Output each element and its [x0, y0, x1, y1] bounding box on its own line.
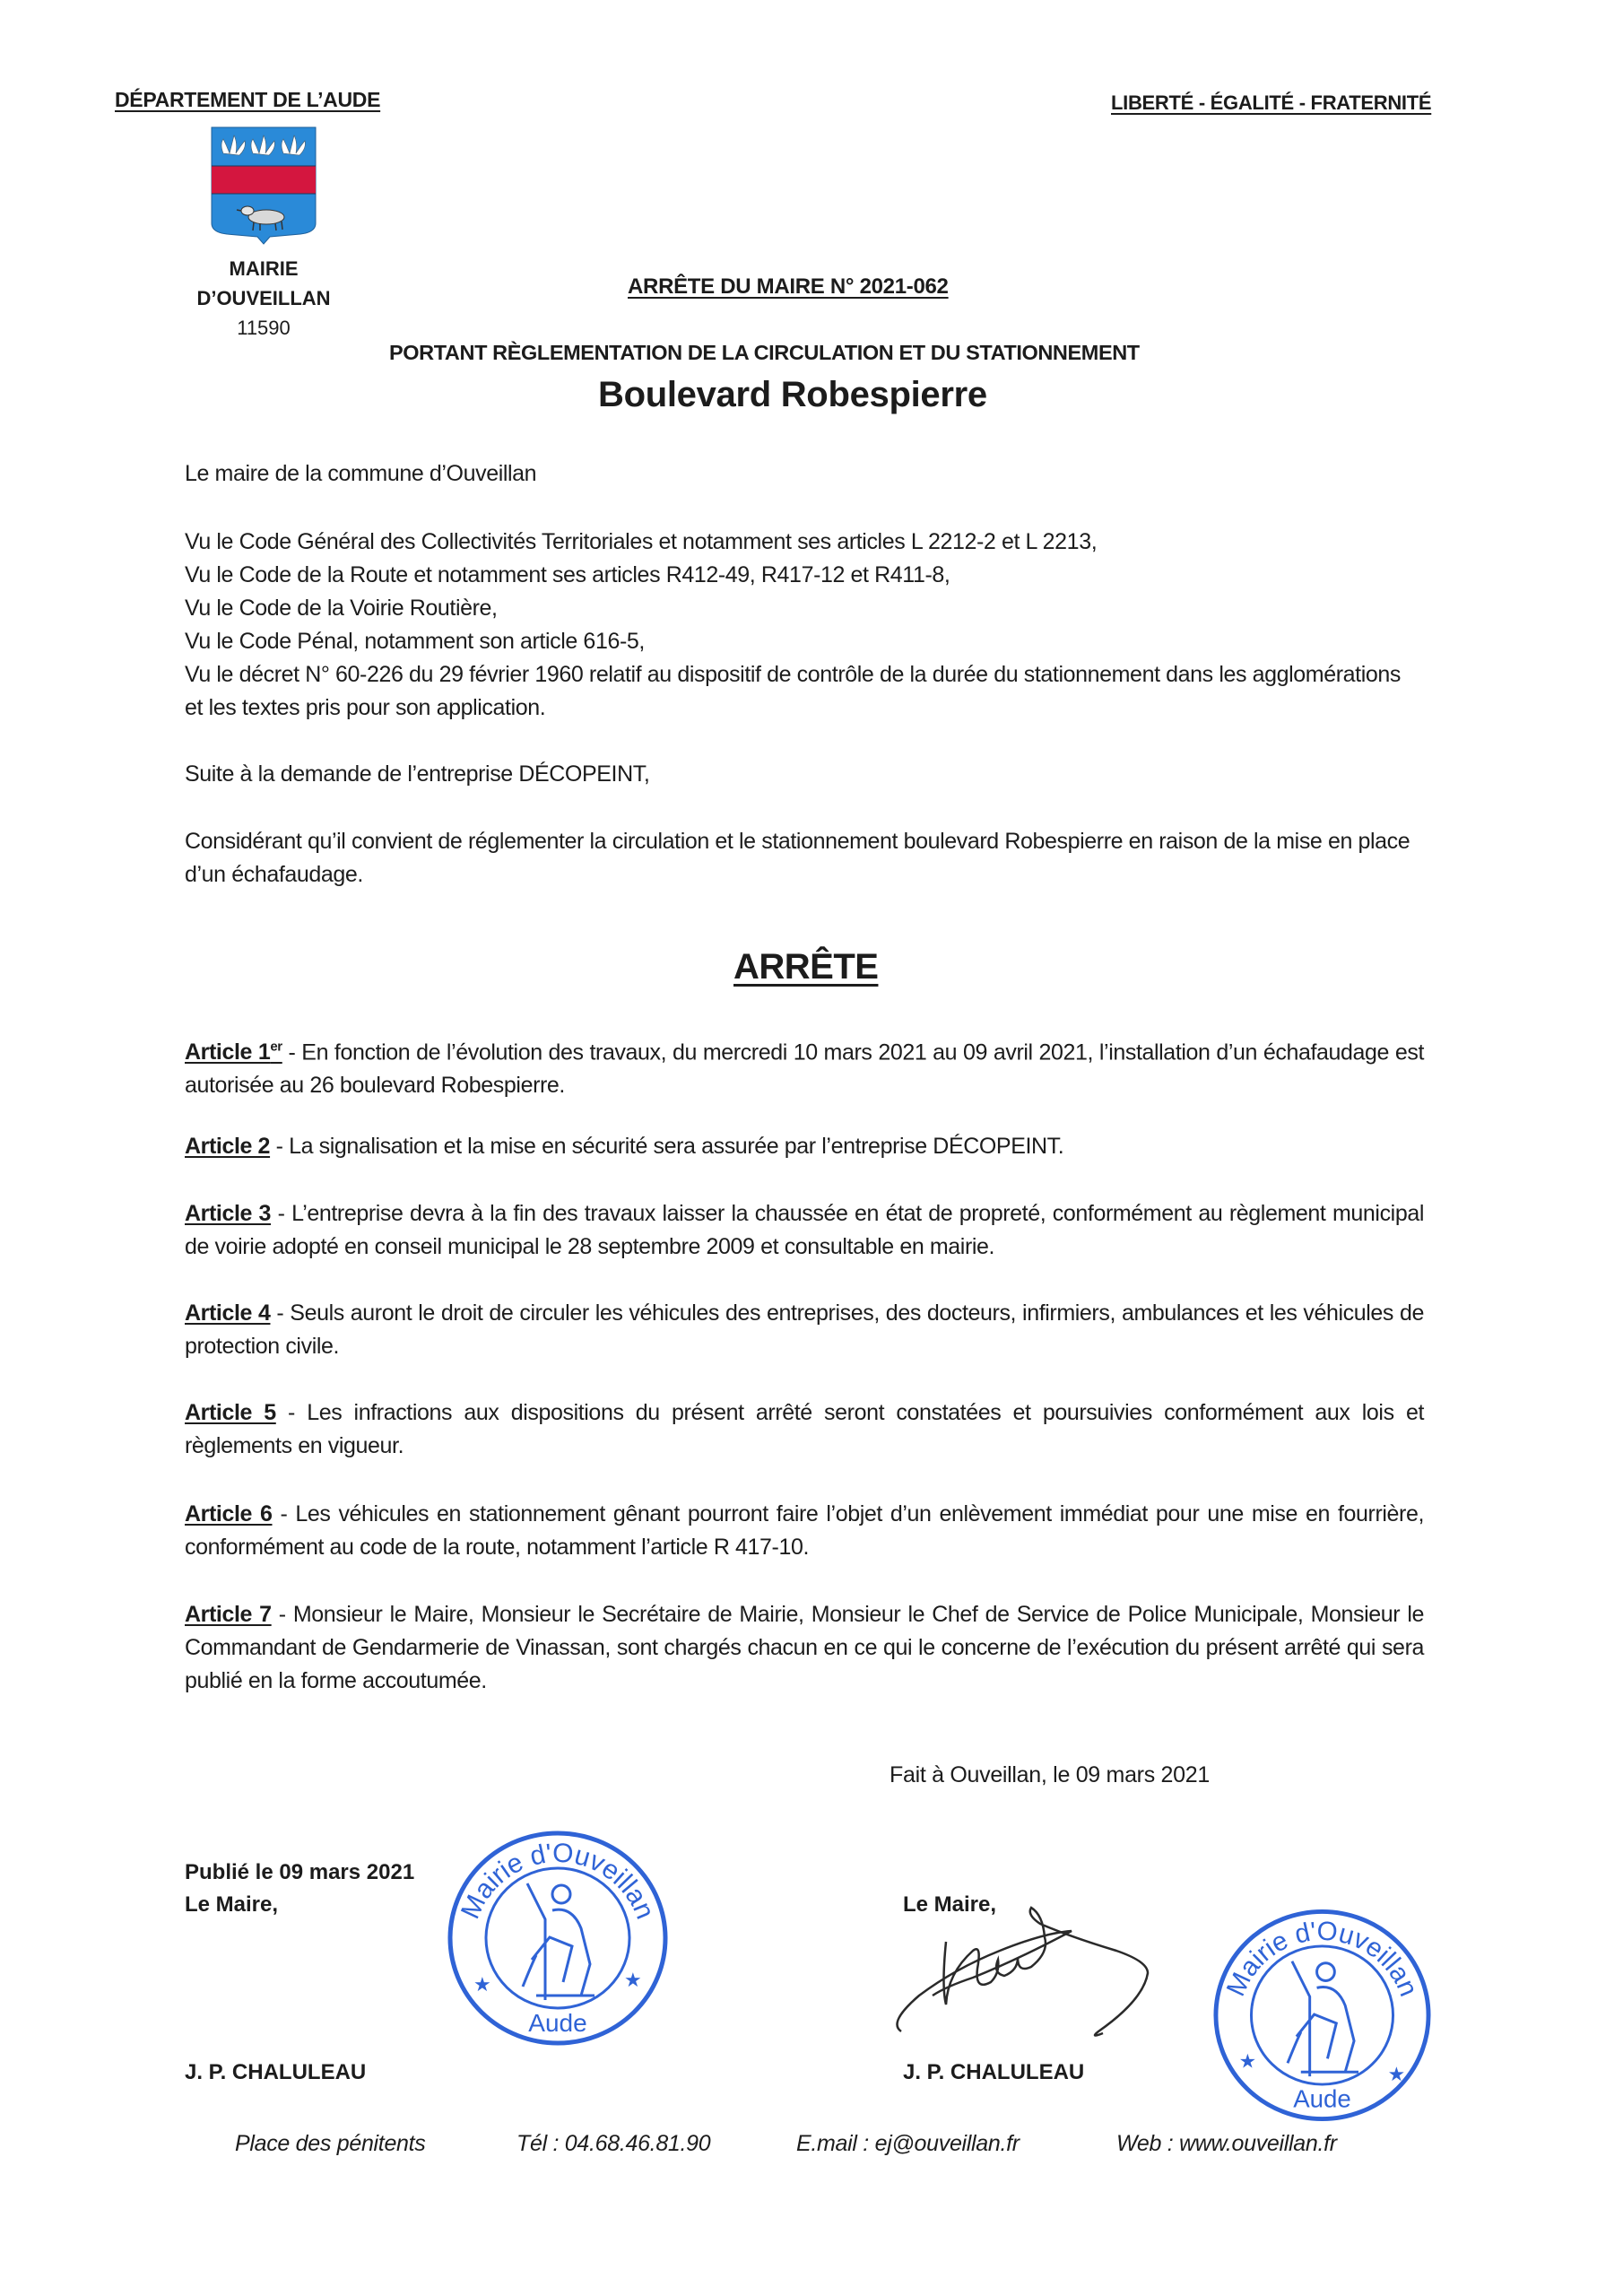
article-label: Article 5: [185, 1400, 276, 1425]
star-icon: ★: [1387, 2063, 1406, 2086]
article-7: [185, 1598, 1424, 1698]
article-text: - Les véhicules en stationnement gênant pourront faire l’objet d’un enlèvement immédiat pour une mise en fourrière, conformément au code de la route, notamment l’article R 417-10.: [185, 1501, 1424, 1560]
footer-website[interactable]: Web : www.ouveillan.fr: [1116, 2131, 1337, 2156]
legal-reference: Vu le Code Général des Collectivités Territoriales et notamment ses articles L 2212-2 et L 2213,: [185, 529, 1098, 554]
footer-address: Place des pénitents: [235, 2131, 426, 2156]
legal-reference: Vu le Code de la Voirie Routière,: [185, 596, 498, 621]
coat-of-arms-icon: [211, 126, 317, 245]
considering-statement: Considérant qu’il convient de réglementer la circulation et le stationnement boulevard Robespierre en raison de la mise en place d’un échafaudage.: [185, 829, 1410, 887]
star-icon: ★: [1238, 2049, 1257, 2073]
preamble-intro: Le maire de la commune d’Ouveillan: [185, 461, 537, 486]
marianne-figure-icon: [523, 1883, 595, 2000]
marianne-figure-icon: [1288, 1961, 1358, 2076]
department-heading: DÉPARTEMENT DE L’AUDE: [115, 88, 381, 111]
stamp-text-bottom: Aude: [528, 2009, 587, 2037]
right-signatory-name: J. P. CHALULEAU: [903, 2060, 1085, 2084]
left-signatory-name: J. P. CHALULEAU: [185, 2060, 367, 2084]
article-label: Article 7: [185, 1602, 272, 1627]
article-label: Article 4: [185, 1300, 271, 1326]
national-motto: LIBERTÉ - ÉGALITÉ - FRATERNITÉ: [1111, 91, 1432, 114]
article-text: - Les infractions aux dispositions du présent arrêté seront constatées et poursuivies conformément aux lois et règlements en vigueur.: [185, 1400, 1424, 1458]
mairie-block: [152, 254, 376, 343]
signature-icon: [892, 1888, 1188, 2040]
star-icon: ★: [624, 1969, 642, 1991]
legal-reference: Vu le décret N° 60-226 du 29 février 1960 relatif au dispositif de contrôle de la durée du stationnement dans les agglomérations et les textes pris pour son application.: [185, 662, 1401, 720]
request-statement: Suite à la demande de l’entreprise DÉCOPEINT,: [185, 761, 650, 787]
article-3: [185, 1197, 1424, 1264]
star-icon: ★: [473, 1973, 491, 1996]
footer-phone[interactable]: Tél : 04.68.46.81.90: [516, 2131, 711, 2156]
article-text: - Seuls auront le droit de circuler les véhicules des entreprises, des docteurs, infirmiers, ambulances et les véhicules de protection civile.: [185, 1300, 1424, 1359]
article-text: - L’entreprise devra à la fin des travaux laisser la chaussée en état de propreté, conformément au règlement municipal de voirie adopté en conseil municipal le 28 septembre 2009 et consultable en mairie.: [185, 1201, 1424, 1259]
stamp-text-top: Mairie d'Ouveillan: [1220, 1916, 1424, 2001]
article-text: - La signalisation et la mise en sécurité sera assurée par l’entreprise DÉCOPEINT.: [270, 1134, 1064, 1159]
article-5: [185, 1396, 1424, 1463]
article-2: [185, 1130, 1424, 1163]
stamp-text-top: Mairie d'Ouveillan: [456, 1838, 661, 1924]
legal-reference: Vu le Code Pénal, notamment son article 616-5,: [185, 629, 645, 654]
article-label: Article 2: [185, 1134, 271, 1159]
published-date: Publié le 09 mars 2021: [185, 1860, 415, 1884]
decree-number: ARRÊTE DU MAIRE N° 2021-062: [628, 274, 949, 299]
mairie-label: MAIRIE: [229, 257, 299, 280]
left-signatory-role: Le Maire,: [185, 1892, 279, 1917]
article-1: [185, 1031, 1424, 1102]
article-text: - En fonction de l’évolution des travaux, du mercredi 10 mars 2021 au 09 avril 2021, l’installation d’un échafaudage est autorisée au 26 boulevard Robespierre.: [185, 1039, 1424, 1099]
legal-reference: Vu le Code de la Route et notamment ses articles R412-49, R417-12 et R411-8,: [185, 562, 950, 587]
article-label: Article 3: [185, 1201, 272, 1226]
article-6: [185, 1498, 1424, 1564]
mairie-stamp-right: [1212, 1908, 1432, 2123]
postal-code: 11590: [237, 317, 291, 339]
mairie-stamp-left: [447, 1830, 669, 2047]
stamp-text-bottom: Aude: [1293, 2084, 1351, 2113]
commune-name: D’OUVEILLAN: [196, 287, 331, 309]
article-label: Article 6: [185, 1501, 273, 1526]
footer-email[interactable]: E.mail : ej@ouveillan.fr: [796, 2131, 1020, 2156]
right-signatory-role: Le Maire,: [903, 1892, 997, 1917]
done-at-date: Fait à Ouveillan, le 09 mars 2021: [890, 1762, 1210, 1787]
decree-heading: ARRÊTE: [733, 947, 879, 987]
article-label: Article 1er: [185, 1039, 282, 1065]
street-title: Boulevard Robespierre: [598, 375, 987, 414]
legal-references: [185, 526, 1424, 725]
decree-subject: PORTANT RÈGLEMENTATION DE LA CIRCULATION ET DU STATIONNEMENT: [389, 341, 1140, 364]
article-4: [185, 1297, 1424, 1363]
article-text: - Monsieur le Maire, Monsieur le Secrétaire de Mairie, Monsieur le Chef de Service de Police Municipale, Monsieur le Commandant de Gendarmerie de Vinassan, sont chargés chacun en ce qui le concerne de l’exécution du présent arrêté qui sera publié en la forme accoutumée.: [185, 1602, 1425, 1693]
